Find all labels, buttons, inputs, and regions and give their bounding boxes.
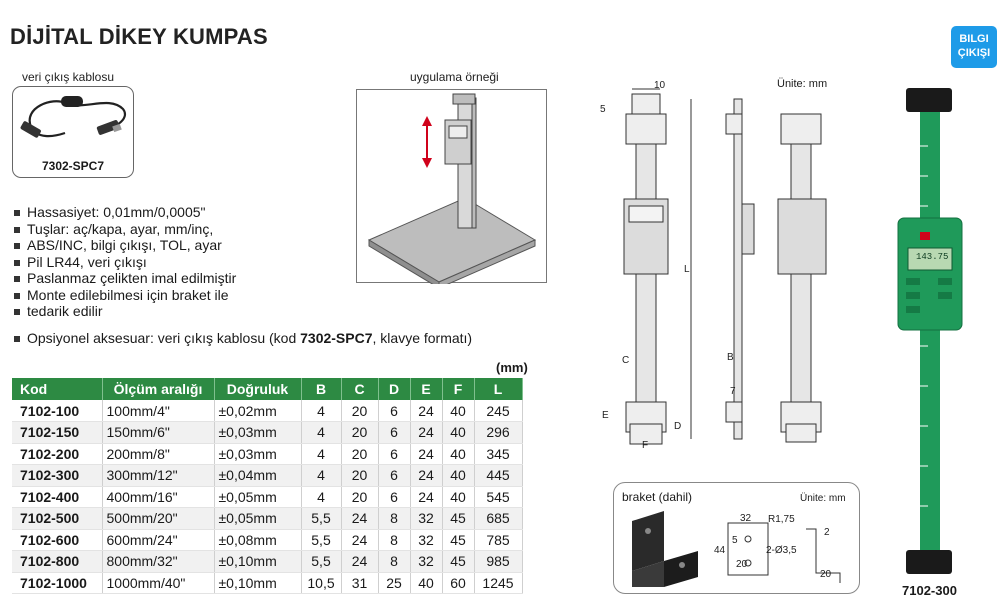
header-f: F bbox=[442, 378, 474, 400]
table-row bbox=[12, 422, 522, 444]
bracket-dim-two: 2 bbox=[824, 527, 830, 538]
info-output-badge bbox=[951, 26, 997, 68]
feature-item: Hassasiyet: 0,01mm/0,0005" bbox=[12, 204, 472, 221]
product-display-value: 143.75 bbox=[916, 252, 949, 262]
badge-line-2: ÇIKIŞI bbox=[957, 47, 991, 59]
table-cell: 6 bbox=[378, 486, 410, 508]
table-cell: 150mm/6" bbox=[102, 422, 214, 444]
drawing-unit: Ünite: mm bbox=[777, 78, 828, 90]
table-cell: 7102-500 bbox=[12, 508, 102, 530]
table-cell: 4 bbox=[301, 486, 341, 508]
dim-d: D bbox=[674, 421, 682, 432]
table-body bbox=[12, 400, 522, 594]
table-cell: 545 bbox=[474, 486, 522, 508]
bracket-dim-twenty: 20 bbox=[820, 569, 832, 580]
cable-icon bbox=[13, 87, 133, 157]
table-cell: 6 bbox=[378, 400, 410, 422]
table-cell: 40 bbox=[442, 465, 474, 487]
feature-item-continued bbox=[12, 237, 472, 254]
table-cell: 45 bbox=[442, 508, 474, 530]
optional-accessory bbox=[12, 330, 472, 347]
table-unit: (mm) bbox=[496, 360, 528, 375]
header-code: Kod bbox=[12, 378, 102, 400]
table-cell: 1245 bbox=[474, 572, 522, 594]
table-cell: 600mm/24" bbox=[102, 529, 214, 551]
table-cell: 4 bbox=[301, 422, 341, 444]
table-cell: 8 bbox=[378, 508, 410, 530]
dim-c: C bbox=[622, 355, 630, 366]
table-row bbox=[12, 486, 522, 508]
dim-seven: 7 bbox=[730, 386, 736, 397]
table-cell: 6 bbox=[378, 422, 410, 444]
table-cell: 1000mm/40" bbox=[102, 572, 214, 594]
table-cell: 8 bbox=[378, 529, 410, 551]
table-cell: 685 bbox=[474, 508, 522, 530]
table-cell: 5,5 bbox=[301, 551, 341, 573]
table-cell: 100mm/4" bbox=[102, 400, 214, 422]
feature-item-continued bbox=[12, 303, 472, 320]
feature-item: Monte edilebilmesi için braket ile bbox=[12, 287, 472, 304]
table-cell: 245 bbox=[474, 400, 522, 422]
table-cell: 24 bbox=[341, 551, 378, 573]
table-cell: 5,5 bbox=[301, 508, 341, 530]
table-cell: ±0,08mm bbox=[214, 529, 301, 551]
table-cell: 45 bbox=[442, 551, 474, 573]
bracket-dim-h: 44 bbox=[714, 545, 726, 556]
table-cell: 7102-200 bbox=[12, 443, 102, 465]
bracket-photo bbox=[624, 507, 706, 589]
table-cell: 20 bbox=[341, 486, 378, 508]
cable-label: veri çıkış kablosu bbox=[22, 70, 115, 84]
table-header-row bbox=[12, 378, 522, 400]
table-cell: 296 bbox=[474, 422, 522, 444]
feature-text: tedarik edilir bbox=[27, 303, 103, 319]
dim-top-height: 5 bbox=[600, 104, 606, 115]
table-cell: ±0,05mm bbox=[214, 508, 301, 530]
table-cell: 60 bbox=[442, 572, 474, 594]
header-c: C bbox=[341, 378, 378, 400]
table-cell: 32 bbox=[410, 508, 442, 530]
table-cell: 400mm/16" bbox=[102, 486, 214, 508]
bracket-dim-twenty-left: 20 bbox=[736, 559, 748, 570]
cable-code: 7302-SPC7 bbox=[41, 159, 105, 173]
product-image bbox=[896, 86, 966, 580]
table-cell: 500mm/20" bbox=[102, 508, 214, 530]
dim-f: F bbox=[642, 440, 649, 451]
feature-item: Tuşlar: aç/kapa, ayar, mm/inç, bbox=[12, 221, 472, 238]
table-cell: 4 bbox=[301, 400, 341, 422]
table-cell: 5,5 bbox=[301, 529, 341, 551]
table-cell: 25 bbox=[378, 572, 410, 594]
table-cell: 445 bbox=[474, 465, 522, 487]
feature-item: Paslanmaz çelikten imal edilmiştir bbox=[12, 270, 472, 287]
table-cell: 24 bbox=[341, 508, 378, 530]
bracket-dim-w: 32 bbox=[740, 513, 752, 524]
bracket-label: braket (dahil) bbox=[622, 490, 693, 504]
table-cell: 32 bbox=[410, 529, 442, 551]
feature-item: Pil LR44, veri çıkışı bbox=[12, 254, 472, 271]
table-cell: 24 bbox=[410, 422, 442, 444]
table-cell: 20 bbox=[341, 465, 378, 487]
table-row bbox=[12, 508, 522, 530]
badge-line-1: BILGI bbox=[959, 33, 989, 45]
dim-top-width: 10 bbox=[654, 80, 666, 91]
table-cell: ±0,10mm bbox=[214, 572, 301, 594]
bracket-dim-five: 5 bbox=[732, 535, 738, 546]
header-l: L bbox=[474, 378, 522, 400]
table-cell: 20 bbox=[341, 443, 378, 465]
header-b: B bbox=[301, 378, 341, 400]
header-e: E bbox=[410, 378, 442, 400]
table-cell: 24 bbox=[410, 465, 442, 487]
bracket-dim-holes: 2-Ø3,5 bbox=[766, 545, 797, 556]
page-title: DİJİTAL DİKEY KUMPAS bbox=[10, 24, 268, 49]
table-cell: ±0,10mm bbox=[214, 551, 301, 573]
table-row bbox=[12, 572, 522, 594]
table-cell: 7102-600 bbox=[12, 529, 102, 551]
table-cell: ±0,03mm bbox=[214, 422, 301, 444]
table-cell: 985 bbox=[474, 551, 522, 573]
table-cell: ±0,05mm bbox=[214, 486, 301, 508]
table-cell: 7102-400 bbox=[12, 486, 102, 508]
table-cell: 20 bbox=[341, 422, 378, 444]
cable-image bbox=[12, 86, 134, 178]
bracket-panel bbox=[613, 482, 860, 594]
table-cell: 40 bbox=[442, 443, 474, 465]
table-cell: ±0,04mm bbox=[214, 465, 301, 487]
table-cell: 45 bbox=[442, 529, 474, 551]
table-cell: 200mm/8" bbox=[102, 443, 214, 465]
table-cell: 6 bbox=[378, 465, 410, 487]
table-cell: 20 bbox=[341, 400, 378, 422]
table-cell: 7102-300 bbox=[12, 465, 102, 487]
feature-text: ABS/INC, bilgi çıkışı, TOL, ayar bbox=[27, 237, 222, 253]
table-cell: 4 bbox=[301, 443, 341, 465]
bracket-unit: Ünite: mm bbox=[800, 493, 846, 504]
table-cell: 32 bbox=[410, 551, 442, 573]
table-cell: 785 bbox=[474, 529, 522, 551]
table-cell: ±0,02mm bbox=[214, 400, 301, 422]
table-cell: 10,5 bbox=[301, 572, 341, 594]
optional-prefix: Opsiyonel aksesuar: veri çıkış kablosu (kod bbox=[27, 329, 301, 346]
feature-list bbox=[12, 204, 472, 346]
optional-code: 7302-SPC7 bbox=[300, 329, 373, 346]
table-cell: 24 bbox=[410, 400, 442, 422]
table-cell: 800mm/32" bbox=[102, 551, 214, 573]
table-row bbox=[12, 400, 522, 422]
table-cell: 24 bbox=[410, 443, 442, 465]
table-cell: 40 bbox=[442, 422, 474, 444]
table-row bbox=[12, 465, 522, 487]
bracket-dim-r: R1,75 bbox=[768, 514, 795, 525]
table-cell: ±0,03mm bbox=[214, 443, 301, 465]
table-row bbox=[12, 443, 522, 465]
table-cell: 7102-800 bbox=[12, 551, 102, 573]
table-cell: 40 bbox=[410, 572, 442, 594]
header-accuracy: Doğruluk bbox=[214, 378, 301, 400]
dim-e: E bbox=[602, 410, 609, 421]
table-cell: 24 bbox=[410, 486, 442, 508]
table-cell: 7102-150 bbox=[12, 422, 102, 444]
table-cell: 31 bbox=[341, 572, 378, 594]
application-label: uygulama örneği bbox=[410, 70, 499, 84]
table-cell: 7102-1000 bbox=[12, 572, 102, 594]
dim-length: L bbox=[684, 264, 690, 275]
product-model: 7102-300 bbox=[902, 583, 957, 598]
table-cell: 24 bbox=[341, 529, 378, 551]
table-cell: 40 bbox=[442, 486, 474, 508]
table-cell: 7102-100 bbox=[12, 400, 102, 422]
technical-drawing bbox=[596, 84, 846, 454]
table-cell: 8 bbox=[378, 551, 410, 573]
table-cell: 345 bbox=[474, 443, 522, 465]
table-cell: 40 bbox=[442, 400, 474, 422]
optional-suffix: , klavye formatı) bbox=[372, 329, 473, 346]
table-row bbox=[12, 529, 522, 551]
table-cell: 6 bbox=[378, 443, 410, 465]
header-d: D bbox=[378, 378, 410, 400]
spec-table bbox=[12, 378, 523, 594]
table-cell: 4 bbox=[301, 465, 341, 487]
table-row bbox=[12, 551, 522, 573]
header-range: Ölçüm aralığı bbox=[102, 378, 214, 400]
dim-b: B bbox=[727, 352, 734, 363]
table-cell: 300mm/12" bbox=[102, 465, 214, 487]
